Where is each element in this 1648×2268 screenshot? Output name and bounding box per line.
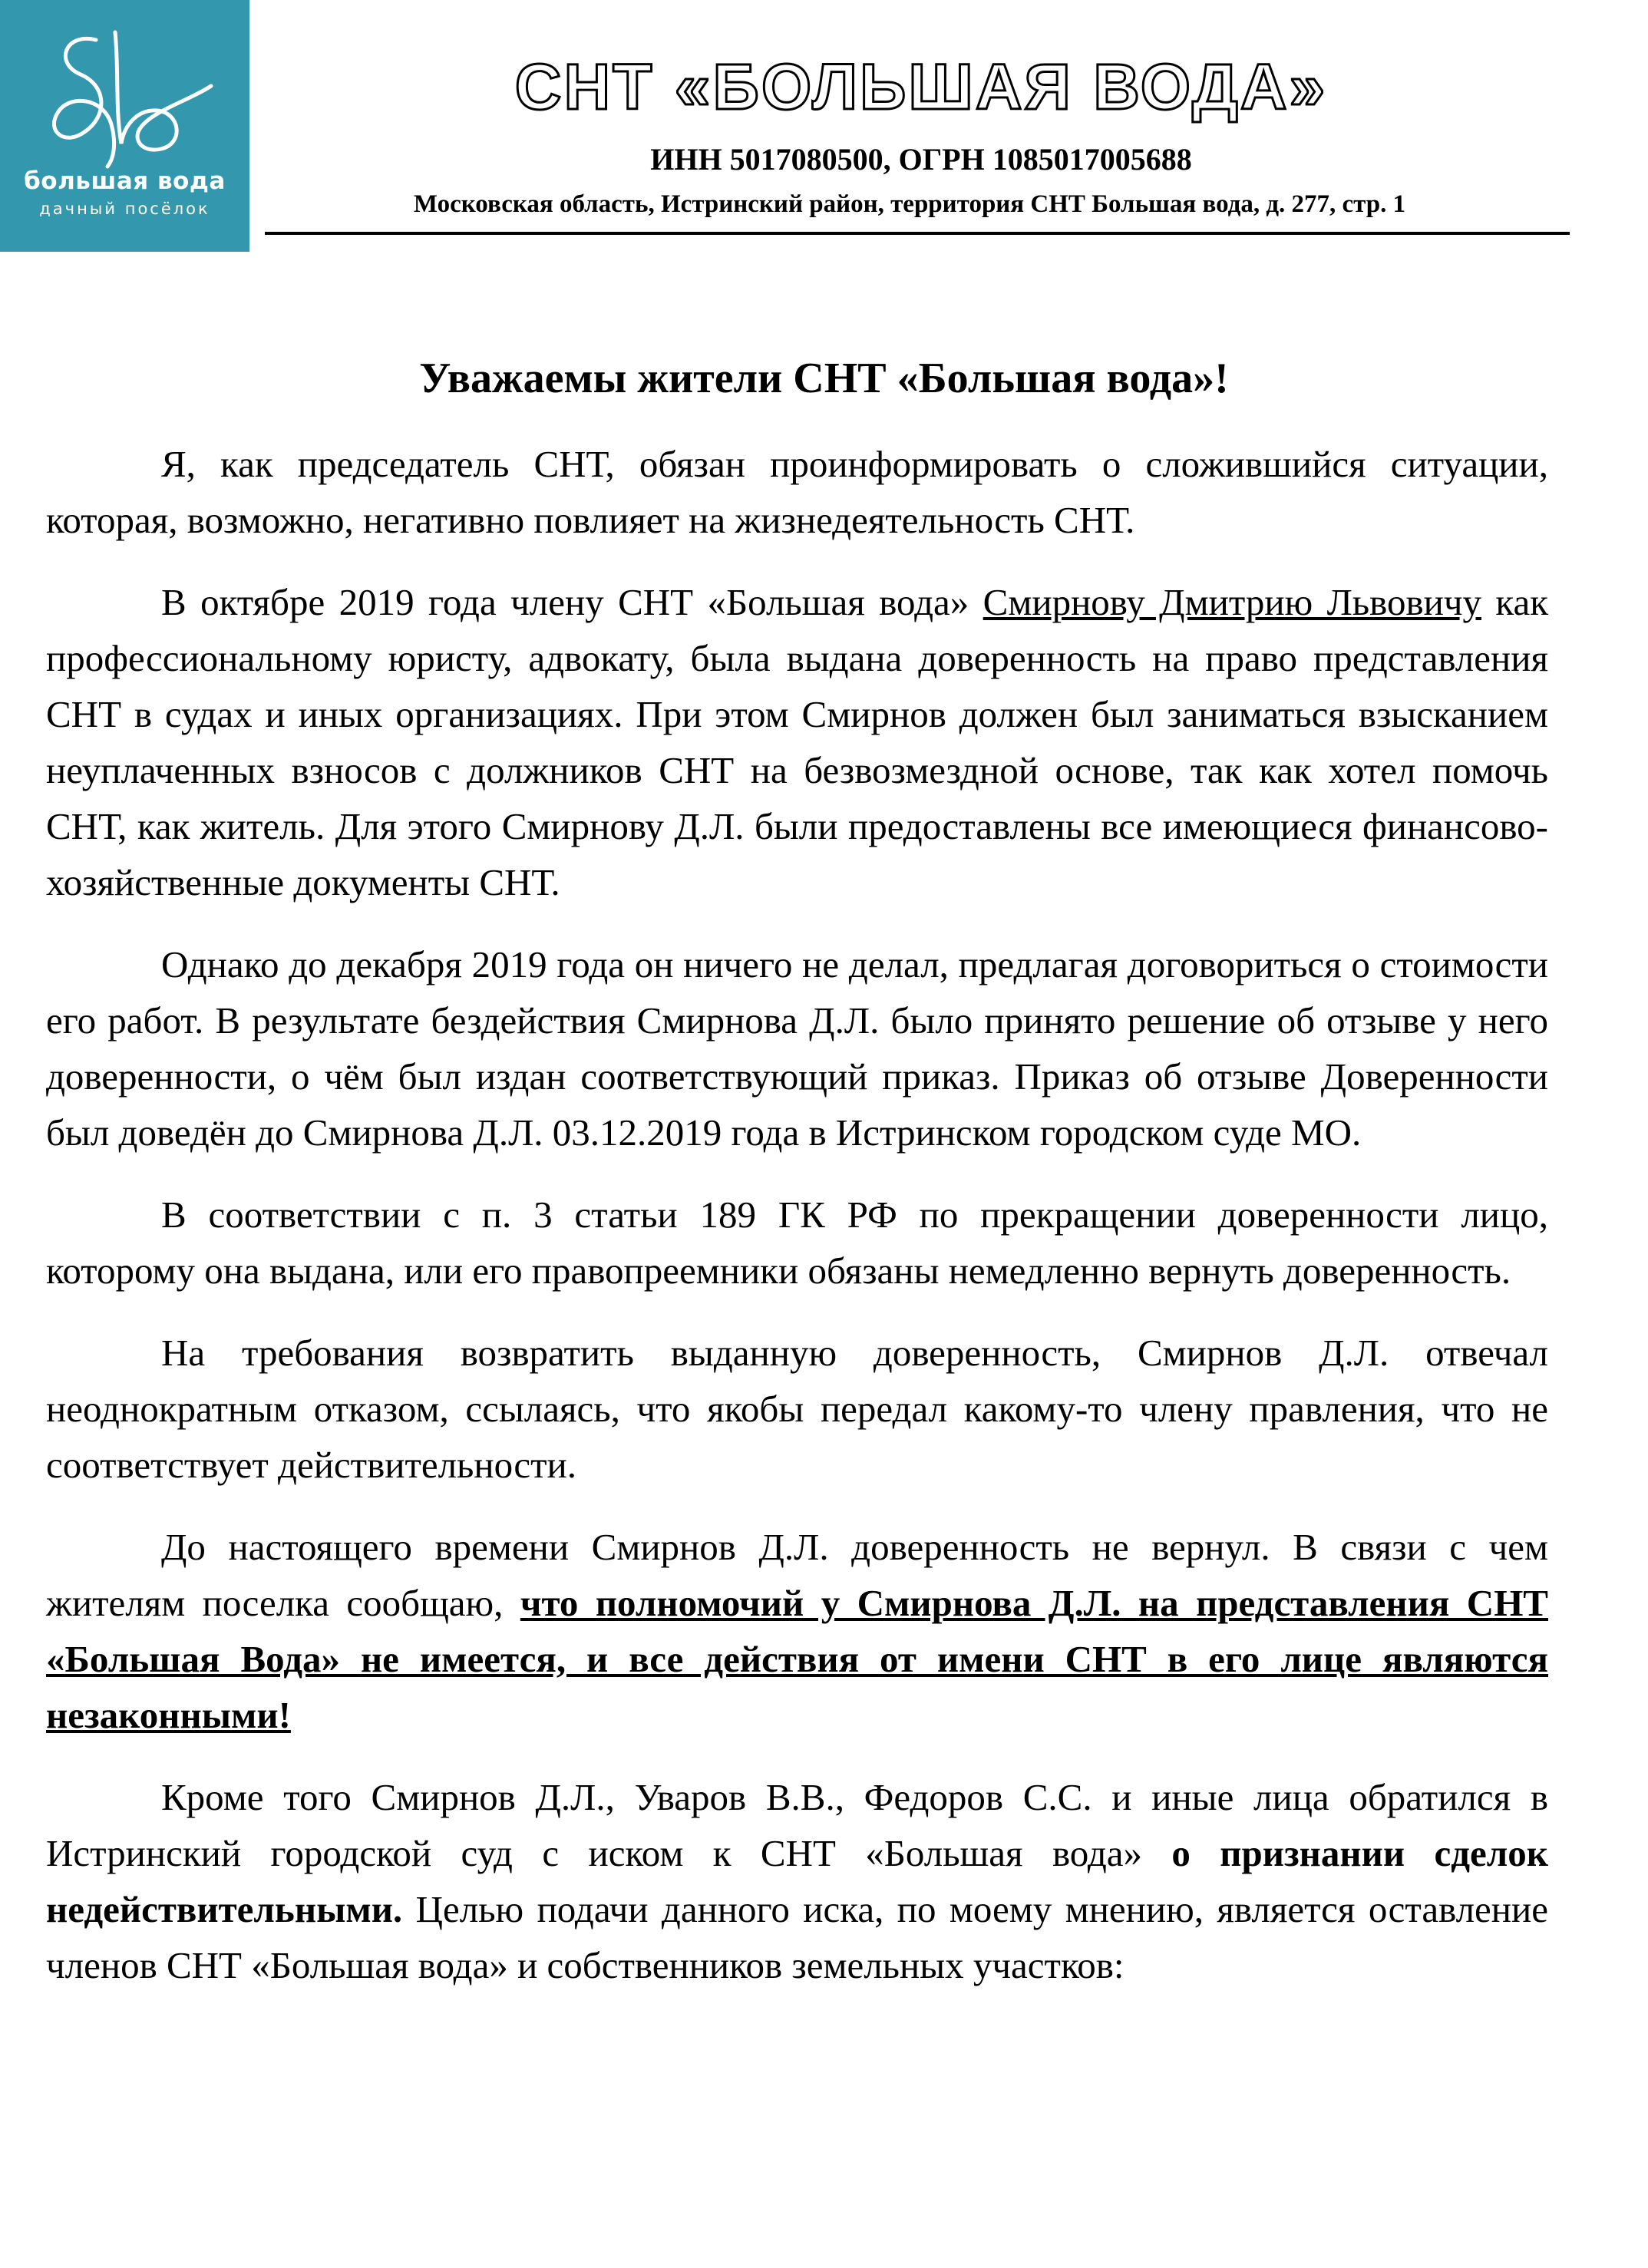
paragraph-6-text: До настоящего времени Смирнов Д.Л. доверенность не вернул. В связи с чем жителям поселка сообщаю,	[46, 1526, 1548, 1624]
paragraph-3: Однако до декабря 2019 года он ничего не делал, предлагая договориться о стоимости его работ. В результате бездействия Смирнова Д.Л. было принято решение об отзыве у него доверенности, о чём был издан соответствующий приказ. Приказ об отзыве Доверенности был доведён до Смирнова Д.Л. 03.12.2019 года в Истринском городском суде МО.	[46, 943, 1548, 1154]
paragraph-2-text-a: В октябре 2019 года члену СНТ «Большая вода»	[161, 581, 983, 623]
letter-heading: Уважаемы жители СНТ «Большая вода»!	[419, 355, 1229, 402]
paragraph-2	[46, 574, 1548, 910]
paragraph-7-text-b: Целью подачи данного иска, по моему мнению, является оставление членов СНТ «Большая вода» и собственников земельных участков:	[46, 1888, 1548, 1986]
paragraph-7	[46, 1769, 1548, 1993]
paragraph-2-text-b: как профессиональному юристу, адвокату, была выдана доверенность на право представления СНТ в судах и иных организациях. При этом Смирнов должен был заниматься взысканием неуплаченных взносов с должников СНТ на безвозмездной основе, так как хотел помочь СНТ, как житель. Для этого Смирнову Д.Л. были предоставлены все имеющиеся финансово-хозяйственные документы СНТ.	[46, 581, 1548, 903]
logo-monogram-icon	[23, 17, 223, 170]
paragraph-7-emphasis: о признании сделок недействительными.	[46, 1832, 1548, 1930]
letter-body	[46, 436, 1548, 2019]
paragraph-7-text-a: Кроме того Смирнов Д.Л., Уваров В.В., Федоров С.С. и иные лица обратился в Истринский городской суд с иском к СНТ «Большая вода»	[46, 1776, 1548, 1874]
organization-inn-ogrn: ИНН 5017080500, ОГРН 1085017005688	[650, 142, 1192, 177]
paragraph-5: На требования возвратить выданную доверенность, Смирнов Д.Л. отвечал неоднократным отказом, ссылаясь, что якобы передал какому-то члену правления, что не соответствует действительности.	[46, 1332, 1548, 1486]
paragraph-6	[46, 1519, 1548, 1743]
paragraph-6-emphasis: что полномочий у Смирнова Д.Л. на представления СНТ «Большая Вода» не имеется, и все действия от имени СНТ в его лице являются незаконными!	[46, 1582, 1548, 1736]
organization-address: Московская область, Истринский район, территория СНТ Большая вода, д. 277, стр. 1	[413, 190, 1406, 218]
paragraph-2-person-name: Смирнову Дмитрию Львовичу	[983, 581, 1481, 623]
organization-title: СНТ «БОЛЬШАЯ ВОДА»	[514, 51, 1328, 123]
paragraph-4: В соответствии с п. 3 статьи 189 ГК РФ по прекращении доверенности лицо, которому она выдана, или его правопреемники обязаны немедленно вернуть доверенность.	[46, 1193, 1548, 1292]
header-divider	[265, 232, 1570, 235]
logo-subtitle: дачный посёлок	[39, 200, 210, 218]
logo	[0, 0, 249, 252]
paragraph-1: Я, как председатель СНТ, обязан проинформировать о сложившийся ситуации, которая, возможно, негативно повлияет на жизнедеятельность СНТ.	[46, 443, 1548, 541]
logo-name: большая вода	[24, 167, 226, 195]
